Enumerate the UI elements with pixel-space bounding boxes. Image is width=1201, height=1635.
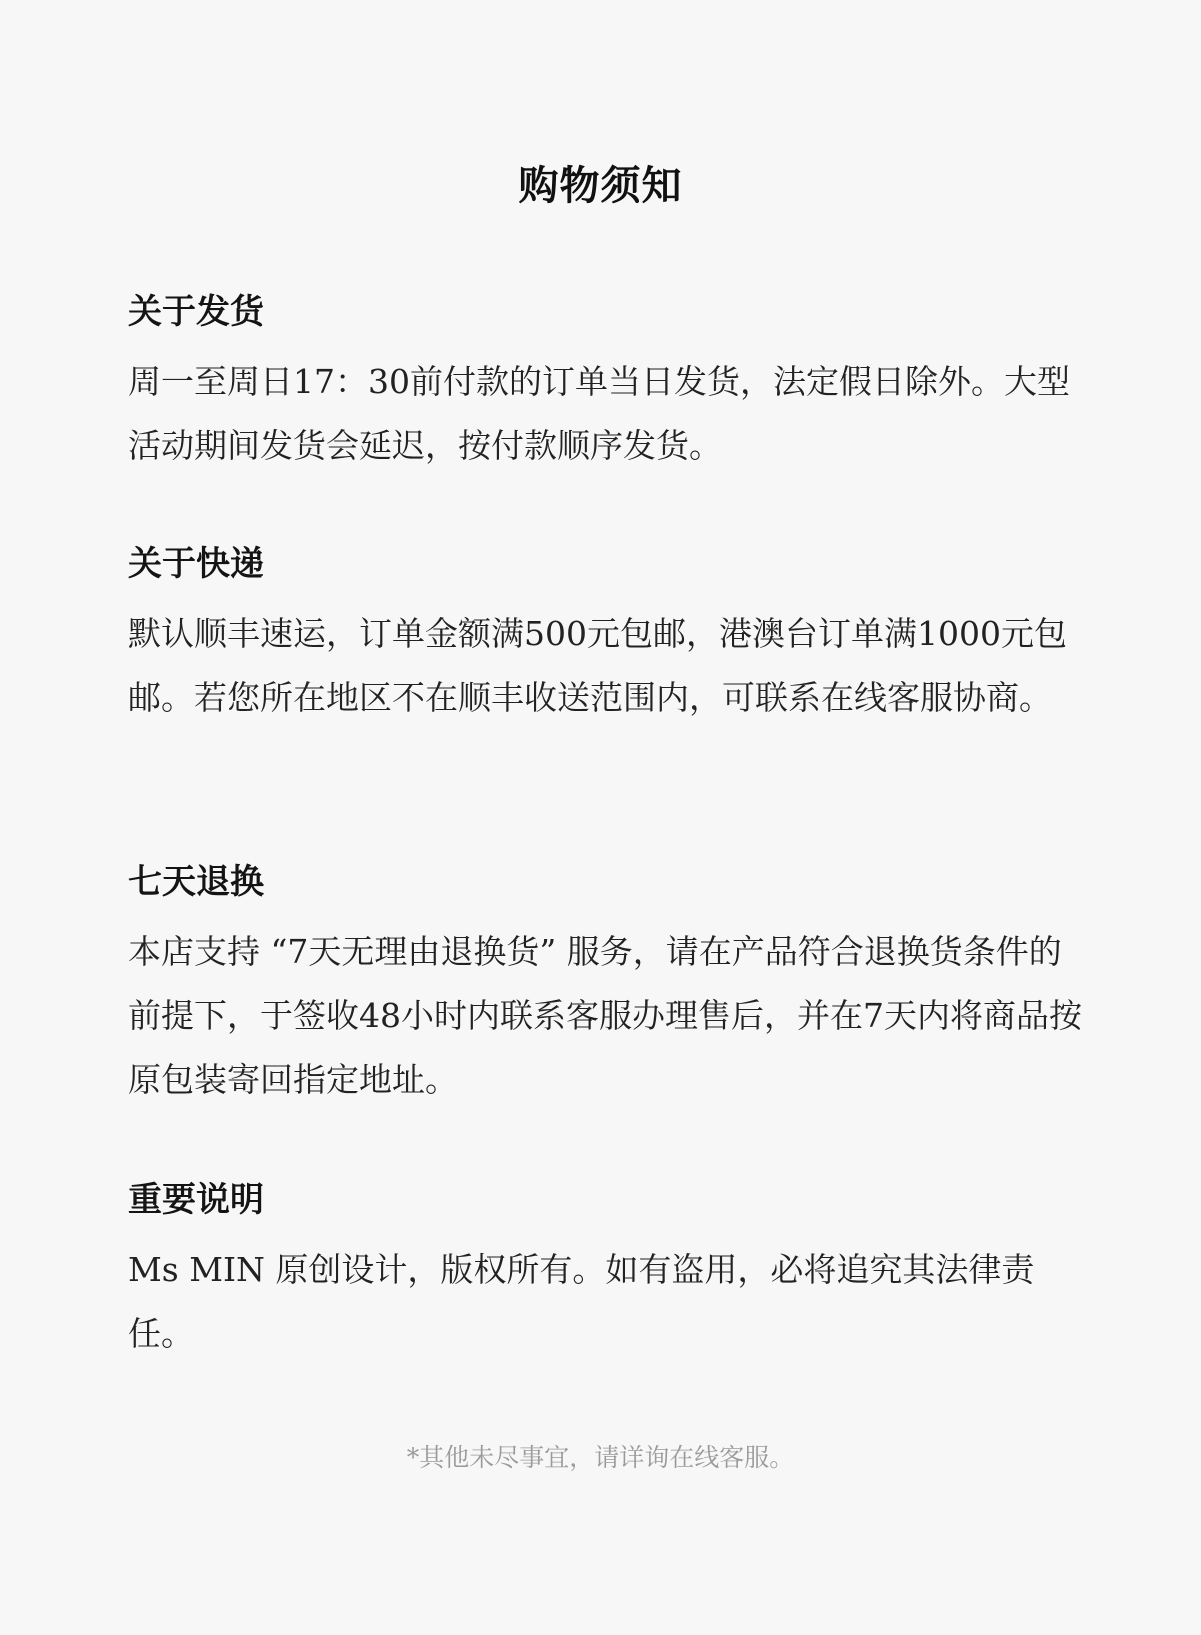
section-heading: 七天退换	[128, 862, 264, 902]
section-important-notice	[128, 1176, 1088, 1366]
section-courier	[128, 540, 1088, 730]
section-body: 默认顺丰速运，订单金额满500元包邮，港澳台订单满1000元包邮。若您所在地区不在顺丰收送范围内，可联系在线客服协商。	[128, 614, 1067, 717]
footnote: *其他未尽事宜，请详询在线客服。	[406, 1443, 795, 1472]
section-shipping	[128, 288, 1088, 478]
section-heading: 关于快递	[128, 544, 264, 584]
section-body: 本店支持 “7天无理由退换货” 服务，请在产品符合退换货条件的前提下，于签收48小时内联系客服办理售后，并在7天内将商品按原包装寄回指定地址。	[128, 932, 1082, 1099]
section-heading: 关于发货	[128, 292, 264, 332]
page-title: 购物须知	[518, 162, 683, 209]
section-heading: 重要说明	[128, 1180, 264, 1220]
section-returns	[128, 858, 1088, 1112]
section-body: 周一至周日17：30前付款的订单当日发货，法定假日除外。大型活动期间发货会延迟，按付款顺序发货。	[128, 362, 1070, 465]
section-body: Ms MIN 原创设计，版权所有。如有盗用，必将追究其法律责任。	[128, 1250, 1035, 1353]
